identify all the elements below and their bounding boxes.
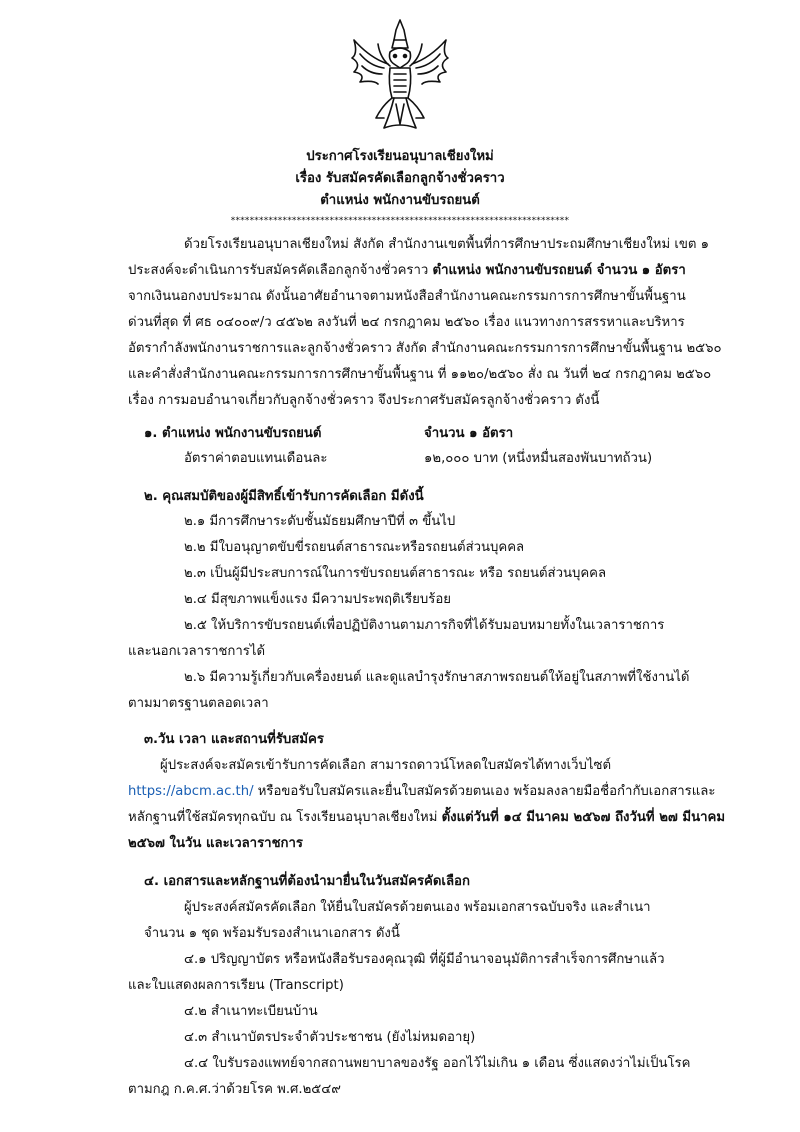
section-2-item-1: ๒.๑ มีการศึกษาระดับชั้นมัธยมศึกษาปีที่ ๓ ขึ้นไป xyxy=(184,514,456,529)
section-1-title: ๑. ตำแหน่ง พนักงานขับรถยนต์ xyxy=(144,426,322,441)
intro-line-6: และคำสั่งสำนักงานคณะกรรมการการศึกษาขั้นพื้นฐาน ที่ ๑๑๒๐/๒๕๖๐ สั่ง ณ วันที่ ๒๔ กรกฎาคม ๒๕๖๐ xyxy=(128,367,712,382)
section-1-pay-label: อัตราค่าตอบแทนเดือนละ xyxy=(184,451,328,466)
section-2-item-4: ๒.๔ มีสุขภาพแข็งแรง มีความประพฤติเรียบร้อย xyxy=(184,592,451,607)
intro-line-2-text: ประสงค์จะดำเนินการรับสมัครคัดเลือกลูกจ้างชั่วคราว xyxy=(128,263,433,278)
section-1-pay-value: ๑๒,๐๐๐ บาท (หนึ่งหมื่นสองพันบาทถ้วน) xyxy=(424,451,653,466)
header-separator: ************************************************************************ xyxy=(230,216,570,226)
section-4-item-4: ๔.๔ ใบรับรองแพทย์จากสถานพยาบาลของรัฐ ออกไว้ไม่เกิน ๑ เดือน ซึ่งแสดงว่าไม่เป็นโรค xyxy=(184,1056,691,1071)
section-2-item-5-cont: และนอกเวลาราชการได้ xyxy=(128,644,266,659)
intro-line-4: ด่วนที่สุด ที่ ศธ ๐๔๐๐๙/ว ๔๕๖๒ ลงวันที่ ๒๔ กรกฎาคม ๒๕๖๐ เรื่อง แนวทางการสรรหาและบริหาร xyxy=(128,315,685,330)
section-2-title: ๒. คุณสมบัติของผู้มีสิทธิ์เข้ารับการคัดเลือก มีดังนี้ xyxy=(144,489,424,504)
section-3-para-2-text: หรือขอรับใบสมัครและยื่นใบสมัครด้วยตนเอง พร้อมลงลายมือชื่อกำกับเอกสารและ xyxy=(253,784,716,799)
header-position: ตำแหน่ง พนักงานขับรถยนต์ xyxy=(320,193,480,208)
section-4-item-1: ๔.๑ ปริญญาบัตร หรือหนังสือรับรองคุณวุฒิ ที่ผู้มีอำนาจอนุมัติการสำเร็จการศึกษาแล้ว xyxy=(184,952,665,967)
section-2-item-5: ๒.๕ ให้บริการขับรถยนต์เพื่อปฏิบัติงานตามภารกิจที่ได้รับมอบหมายทั้งในเวลาราชการ xyxy=(184,618,665,633)
section-4-item-2: ๔.๒ สำเนาทะเบียนบ้าน xyxy=(184,1004,318,1019)
section-2-item-6-cont: ตามมาตรฐานตลอดเวลา xyxy=(128,696,269,711)
section-4-para-2: จำนวน ๑ ชุด พร้อมรับรองสำเนาเอกสาร ดังนี้ xyxy=(144,926,400,941)
intro-line-1: ด้วยโรงเรียนอนุบาลเชียงใหม่ สังกัด สำนักงานเขตพื้นที่การศึกษาประถมศึกษาเชียงใหม่ เขต ๑ xyxy=(184,237,709,252)
garuda-emblem-icon xyxy=(344,18,456,132)
section-4-item-3: ๔.๓ สำเนาบัตรประจำตัวประชาชน (ยังไม่หมดอายุ) xyxy=(184,1030,476,1045)
section-3-para-2 xyxy=(128,783,715,801)
section-2-item-3: ๒.๓ เป็นผู้มีประสบการณ์ในการขับรถยนต์สาธารณะ หรือ รถยนต์ส่วนบุคคล xyxy=(184,566,607,581)
intro-position-count: ตำแหน่ง พนักงานขับรถยนต์ จำนวน ๑ อัตรา xyxy=(432,263,686,278)
section-3-para-3-text: หลักฐานที่ใช้สมัครทุกฉบับ ณ โรงเรียนอนุบาลเชียงใหม่ xyxy=(128,810,442,825)
intro-line-5: อัตรากำลังพนักงานราชการและลูกจ้างชั่วคราว สังกัด สำนักงานคณะกรรมการการศึกษาขั้นพื้นฐาน ๒๕๖๐ xyxy=(128,341,722,356)
website-link[interactable]: https://abcm.ac.th/ xyxy=(128,784,254,799)
intro-line-2 xyxy=(128,262,686,280)
section-4-title: ๔. เอกสารและหลักฐานที่ต้องนำมายื่นในวันสมัครคัดเลือก xyxy=(144,874,470,889)
section-3-para-1: ผู้ประสงค์จะสมัครเข้ารับการคัดเลือก สามารถดาวน์โหลดใบสมัครได้ทางเว็บไซต์ xyxy=(160,758,612,773)
section-3-title: ๓.วัน เวลา และสถานที่รับสมัคร xyxy=(144,732,324,747)
section-3-para-4: ๒๕๖๗ ในวัน และเวลาราชการ xyxy=(128,836,303,851)
application-dates: ตั้งแต่วันที่ ๑๔ มีนาคม ๒๕๖๗ ถึงวันที่ ๒๗ มีนาคม xyxy=(441,810,726,825)
header-subject: เรื่อง รับสมัครคัดเลือกลูกจ้างชั่วคราว xyxy=(295,171,505,186)
header-title: ประกาศโรงเรียนอนุบาลเชียงใหม่ xyxy=(306,149,494,164)
section-4-item-1-cont: และใบแสดงผลการเรียน (Transcript) xyxy=(128,978,344,993)
intro-line-7: เรื่อง การมอบอำนาจเกี่ยวกับลูกจ้างชั่วคราว จึงประกาศรับสมัครลูกจ้างชั่วคราว ดังนี้ xyxy=(128,393,600,408)
section-1-count: จำนวน ๑ อัตรา xyxy=(424,426,514,441)
section-3-para-3 xyxy=(128,809,725,827)
section-4-item-4-cont: ตามกฎ ก.ค.ศ.ว่าด้วยโรค พ.ศ.๒๕๔๙ xyxy=(128,1082,341,1097)
section-2-item-2: ๒.๒ มีใบอนุญาตขับขี่รถยนต์สาธารณะหรือรถยนต์ส่วนบุคคล xyxy=(184,540,525,555)
section-4-para-1: ผู้ประสงค์สมัครคัดเลือก ให้ยื่นใบสมัครด้วยตนเอง พร้อมเอกสารฉบับจริง และสำเนา xyxy=(184,900,651,915)
intro-line-3: จากเงินนอกงบประมาณ ดังนั้นอาศัยอำนาจตามหนังสือสำนักงานคณะกรรมการการศึกษาขั้นพื้นฐาน xyxy=(128,289,686,304)
section-2-item-6: ๒.๖ มีความรู้เกี่ยวกับเครื่องยนต์ และดูแลบำรุงรักษาสภาพรถยนต์ให้อยู่ในสภาพที่ใช้งานได้ xyxy=(184,670,690,685)
